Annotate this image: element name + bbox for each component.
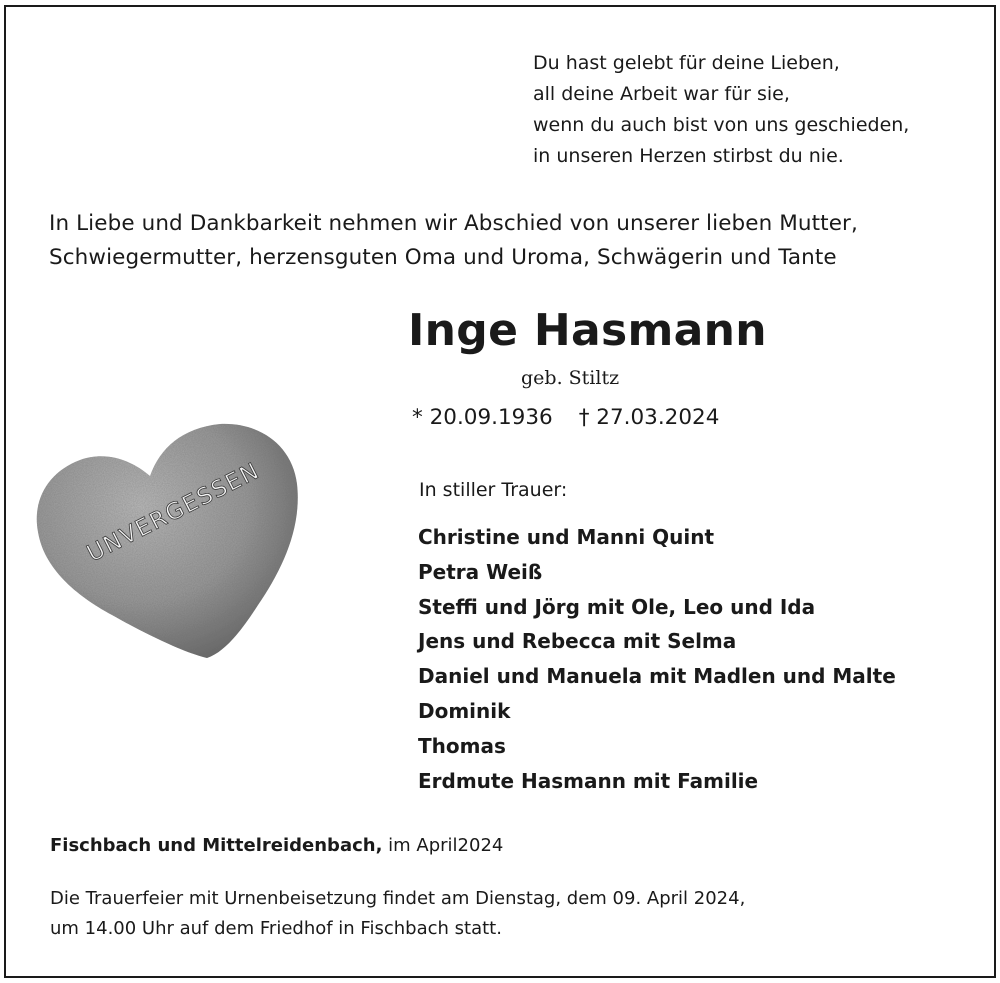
mourner-entry: Steffi und Jörg mit Ole, Leo und Ida <box>418 594 816 619</box>
poem-line: Du hast gelebt für deine Lieben, <box>533 52 840 74</box>
mourner-entry: Dominik <box>418 698 511 723</box>
mourner-entry: Thomas <box>418 733 506 758</box>
intro-line: In Liebe und Dankbarkeit nehmen wir Abschied von unserer lieben Mutter, <box>49 211 858 236</box>
death-date: † 27.03.2024 <box>578 405 720 430</box>
life-dates <box>412 402 719 434</box>
birth-date: * 20.09.1936 <box>412 405 553 430</box>
mourner-entry: Petra Weiß <box>418 559 543 584</box>
funeral-line: um 14.00 Uhr auf dem Friedhof in Fischbach statt. <box>50 918 502 939</box>
place-and-date <box>50 832 503 860</box>
poem-line: in unseren Herzen stirbst du nie. <box>533 145 844 167</box>
memorial-poem <box>533 48 909 172</box>
funeral-line: Die Trauerfeier mit Urnenbeisetzung findet am Dienstag, dem 09. April 2024, <box>50 888 746 909</box>
mourner-entry: Christine und Manni Quint <box>418 525 715 549</box>
poem-line: all deine Arbeit war für sie, <box>533 83 790 105</box>
poem-line: wenn du auch bist von uns geschieden, <box>533 114 910 136</box>
place-date: im April2024 <box>388 835 504 856</box>
heart-stone-shape <box>37 424 298 658</box>
intro-line: Schwiegermutter, herzensguten Oma und Uroma, Schwägerin und Tante <box>49 245 837 270</box>
mourner-entry: Erdmute Hasmann mit Familie <box>418 768 759 793</box>
mourner-entry: Jens und Rebecca mit Selma <box>418 629 737 654</box>
heart-engraving: UNVERGESSEN <box>82 457 265 568</box>
deceased-name: Inge Hasmann <box>408 305 767 356</box>
heart-stone-image <box>30 420 302 664</box>
mourners-list <box>418 520 896 798</box>
place-location: Fischbach und Mittelreidenbach, <box>50 835 383 856</box>
mourner-entry: Daniel und Manuela mit Madlen und Malte <box>418 664 896 689</box>
maiden-name: geb. Stiltz <box>521 367 620 389</box>
funeral-notice <box>50 884 745 944</box>
grief-intro: In stiller Trauer: <box>419 479 568 501</box>
farewell-intro <box>49 207 858 275</box>
